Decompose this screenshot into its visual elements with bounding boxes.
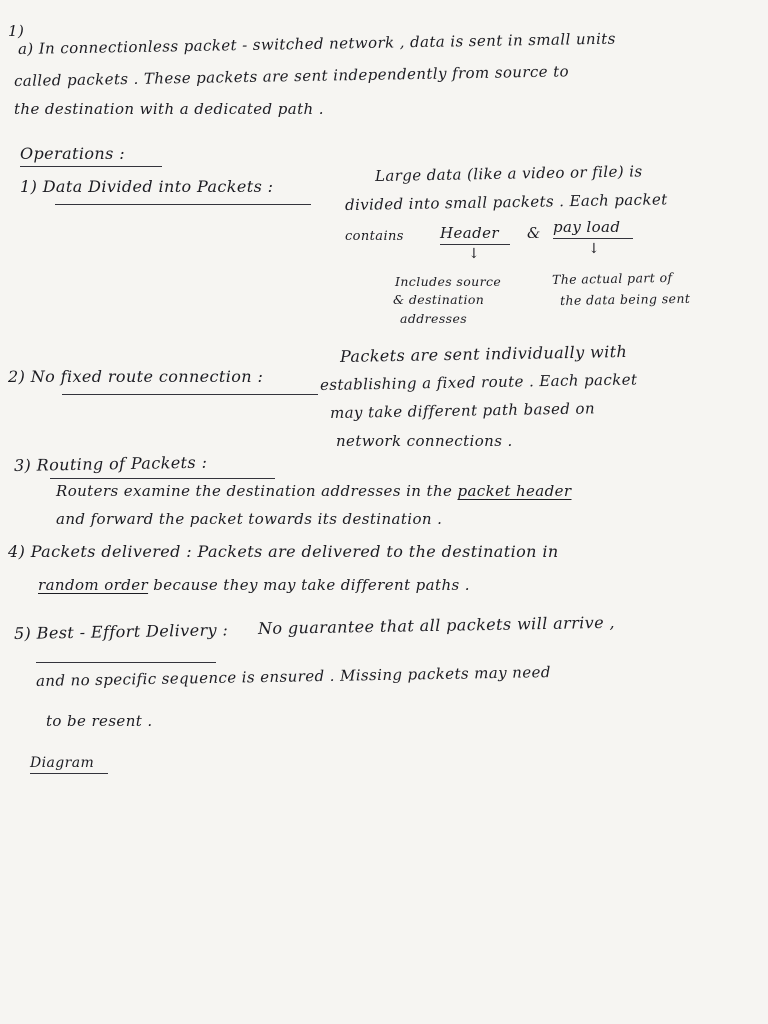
point1-underline — [55, 204, 311, 205]
point3-line1-text: Routers examine the destination addresses in the — [56, 482, 453, 500]
point3-title: 3) Routing of Packets : — [13, 452, 208, 475]
diagram-underline — [30, 773, 108, 774]
point2-line2: establishing a fixed route . Each packet — [319, 370, 638, 394]
point3-underline — [50, 478, 275, 479]
point1-line2: divided into small packets . Each packet — [344, 190, 668, 214]
point5-line3: to be resent . — [46, 712, 153, 730]
intro-line-2: called packets . These packets are sent independently from source to — [13, 62, 570, 90]
payload-underline — [553, 238, 633, 239]
payload-note-line2: the data being sent — [559, 290, 691, 308]
header-arrow-icon: ↓ — [468, 246, 480, 262]
payload-note-line1: The actual part of — [551, 269, 673, 287]
point1-title: 1) Data Divided into Packets : — [20, 177, 274, 196]
ampersand: & — [527, 224, 541, 242]
intro-line-1: a) In connectionless packet - switched network , data is sent in small units — [17, 29, 616, 58]
operations-underline — [20, 166, 162, 167]
payload-word: pay load — [553, 218, 621, 236]
point4-line2-text: because they may take different paths . — [153, 576, 470, 594]
point2-line4: network connections . — [336, 432, 513, 450]
operations-heading: Operations : — [20, 144, 125, 163]
header-note-line2: & destination — [393, 292, 485, 307]
random-order-phrase: random order — [38, 576, 149, 594]
diagram-label: Diagram — [30, 755, 95, 771]
point2-underline — [62, 394, 318, 395]
point2-line1: Packets are sent individually with — [339, 341, 628, 366]
point2-title: 2) No fixed route connection : — [8, 367, 264, 386]
point5-line2: and no specific sequence is ensured . Missing packets may need — [35, 663, 551, 690]
point2-line3: may take different path based on — [329, 399, 596, 422]
intro-line-3: the destination with a dedicated path . — [14, 100, 324, 118]
point5-line1: No guarantee that all packets will arrive , — [257, 612, 616, 638]
point3-line1 — [56, 482, 572, 500]
point5-underline — [36, 662, 216, 663]
question-number: 1) — [8, 22, 25, 40]
point5-title: 5) Best - Effort Delivery : — [13, 620, 229, 643]
point3-line2: and forward the packet towards its destination . — [56, 510, 443, 528]
point4-line1: 4) Packets delivered : Packets are delivered to the destination in — [8, 542, 559, 561]
payload-arrow-icon: ↓ — [588, 241, 600, 257]
point1-line3-prefix: contains — [345, 229, 404, 244]
packet-header-phrase: packet header — [457, 482, 572, 500]
header-note-line3: addresses — [400, 311, 468, 326]
point4-line2 — [38, 576, 470, 594]
header-underline — [440, 244, 510, 245]
point1-line1: Large data (like a video or file) is — [374, 162, 643, 185]
header-word: Header — [440, 224, 499, 242]
header-note-line1: Includes source — [395, 274, 502, 289]
